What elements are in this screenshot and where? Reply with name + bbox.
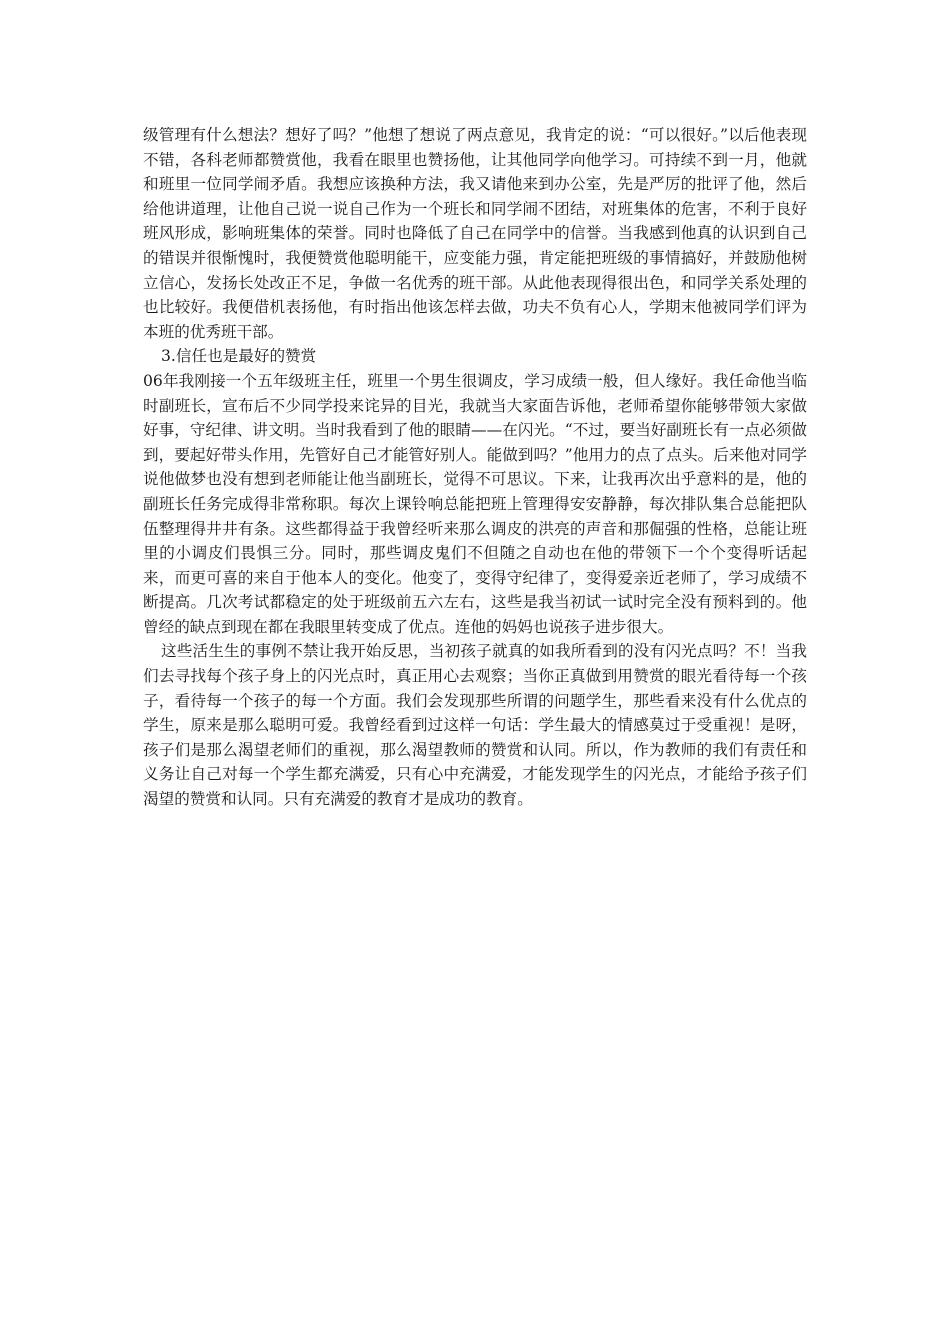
paragraph-continuation: 级管理有什么想法？想好了吗？”他想了想说了两点意见，我肯定的说：“可以很好。”以后他表现不错，各科老师都赞赏他，我看在眼里也赞扬他，让其他同学向他学习。可持续不到一月，他就和班里一位同学闹矛盾。我想应该换种方法，我又请他来到办公室，先是严厉的批评了他，然后给他讲道理，让他自己说一说自己作为一个班长和同学闹不团结，对班集体的危害，不利于良好班风形成，影响班集体的荣誉。同时也降低了自己在同学中的信誉。当我感到他真的认识到自己的错误并很惭愧时，我便赞赏他聪明能干，应变能力强，肯定能把班级的事情搞好，并鼓励他树立信心，发扬长处改正不足，争做一名优秀的班干部。从此他表现得很出色，和同学关系处理的也比较好。我便借机表扬他，有时指出他该怎样去做，功夫不负有心人，学期末他被同学们评为本班的优秀班干部。 (143, 126, 807, 341)
section-heading-3: 3.信任也是最好的赞赏 (161, 347, 317, 366)
paragraph-reflection: 这些活生生的事例不禁让我开始反思，当初孩子就真的如我所看到的没有闪光点吗？不！当我们去寻找每个孩子身上的闪光点时，真正用心去观察；当你正真做到用赞赏的眼光看待每一个孩子，看待每一个孩子的每一个方面。我们会发现那些所谓的问题学生，那些看来没有什么优点的学生，原来是那么聪明可爱。我曾经看到过这样一句话：学生最大的情感莫过于受重视！是呀，孩子们是那么渴望老师们的重视，那么渴望教师的赞赏和认同。所以，作为教师的我们有责任和义务让自己对每一个学生都充满爱，只有心中充满爱，才能发现学生的闪光点，才能给予孩子们渴望的赞赏和认同。只有充满爱的教育才是成功的教育。 (143, 642, 807, 809)
paragraph-story: 06年我刚接一个五年级班主任，班里一个男生很调皮，学习成绩一般，但人缘好。我任命他当临时副班长，宣布后不少同学投来诧异的目光，我就当大家面告诉他，老师希望你能够带领大家做好事，守纪律、讲文明。当时我看到了他的眼睛——在闪光。“不过，要当好副班长有一点必须做到，要起好带头作用，先管好自己才能管好别人。能做到吗？”他用力的点了点头。后来他对同学说他做梦也没有想到老师能让他当副班长，觉得不可思议。下来，让我再次出乎意料的是，他的副班长任务完成得非常称职。每次上课铃响总能把班上管理得安安静静，每次排队集合总能把队伍整理得井井有条。这些都得益于我曾经听来那么调皮的洪亮的声音和那倔强的性格，总能让班里的小调皮们畏惧三分。同时，那些调皮鬼们不但随之自动也在他的带领下一个个变得听话起来，而更可喜的来自于他本人的变化。他变了，变得守纪律了，变得爱亲近老师了，学习成绩不断提高。几次考试都稳定的处于班级前五六左右，这些是我当初试一试时完全没有预料到的。他曾经的缺点到现在都在我眼里转变成了优点。连他的妈妈也说孩子进步很大。 (143, 371, 807, 636)
document-body (143, 123, 807, 812)
